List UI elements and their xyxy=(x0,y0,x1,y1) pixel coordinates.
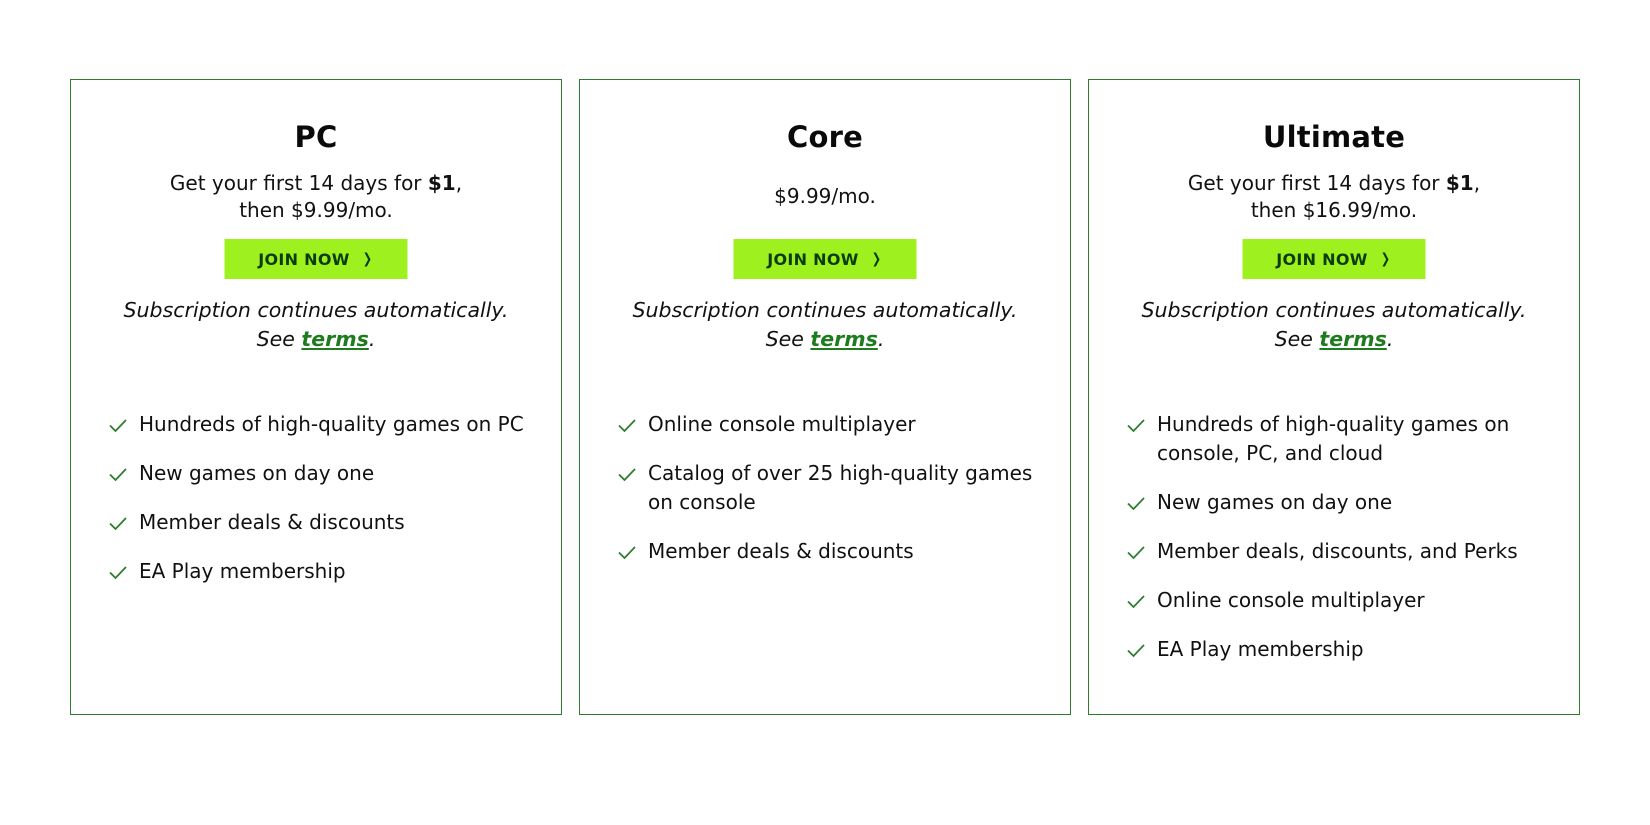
price-text: Get your first 14 days for xyxy=(169,171,428,195)
check-icon xyxy=(616,463,638,485)
note-line xyxy=(1099,325,1569,354)
feature-text: Member deals, discounts, and Perks xyxy=(1157,539,1518,563)
check-icon xyxy=(616,541,638,563)
subscription-note xyxy=(1099,296,1569,354)
feature-list xyxy=(107,410,541,606)
feature-text: Catalog of over 25 high-quality games on console xyxy=(648,461,1033,514)
join-now-label: JOIN NOW xyxy=(1276,249,1368,269)
note-line xyxy=(81,325,551,354)
price-text: Get your first 14 days for xyxy=(1187,171,1446,195)
join-now-button[interactable] xyxy=(1243,239,1426,279)
chevron-right-icon: ❯ xyxy=(362,251,373,267)
plan-title: Core xyxy=(787,120,863,154)
note-end: . xyxy=(877,327,885,351)
note-end: . xyxy=(1386,327,1394,351)
check-icon xyxy=(107,414,129,436)
plans-container xyxy=(70,79,1580,715)
check-icon xyxy=(1125,639,1147,661)
plan-title: Ultimate xyxy=(1262,120,1406,154)
feature-item xyxy=(1125,410,1559,468)
note-see: See xyxy=(765,327,811,351)
feature-item xyxy=(107,508,541,537)
feature-item xyxy=(1125,586,1559,615)
check-icon xyxy=(1125,492,1147,514)
check-icon xyxy=(107,463,129,485)
price-text: then $9.99/mo. xyxy=(239,198,393,222)
chevron-right-icon: ❯ xyxy=(1380,251,1391,267)
feature-item xyxy=(616,410,1050,439)
join-now-label: JOIN NOW xyxy=(258,249,350,269)
plan-card-pc xyxy=(70,79,562,715)
price-line xyxy=(91,197,541,224)
feature-item xyxy=(107,459,541,488)
feature-item xyxy=(1125,635,1559,664)
feature-item xyxy=(616,537,1050,566)
note-see: See xyxy=(1274,327,1320,351)
price-text: $9.99/mo. xyxy=(774,184,876,208)
feature-item xyxy=(107,410,541,439)
note-see: See xyxy=(256,327,302,351)
feature-list xyxy=(616,410,1050,586)
price-line xyxy=(1109,170,1559,197)
plan-card-ultimate xyxy=(1088,79,1580,715)
join-now-button[interactable] xyxy=(225,239,408,279)
check-icon xyxy=(1125,541,1147,563)
plan-title: PC xyxy=(294,120,338,154)
feature-list xyxy=(1125,410,1559,684)
price-line xyxy=(1109,197,1559,224)
price-highlight: $1 xyxy=(427,171,456,195)
price-line xyxy=(600,183,1050,210)
feature-item xyxy=(616,459,1050,517)
check-icon xyxy=(107,561,129,583)
price-text: , xyxy=(455,171,463,195)
feature-item xyxy=(1125,488,1559,517)
plan-price xyxy=(1109,170,1559,224)
chevron-right-icon: ❯ xyxy=(871,251,882,267)
price-text: then $16.99/mo. xyxy=(1250,198,1418,222)
note-end: . xyxy=(368,327,376,351)
check-icon xyxy=(616,414,638,436)
note-line: Subscription continues automatically. xyxy=(123,298,509,322)
note-line xyxy=(590,325,1060,354)
check-icon xyxy=(1125,590,1147,612)
feature-text: EA Play membership xyxy=(1157,637,1364,661)
join-now-label: JOIN NOW xyxy=(767,249,859,269)
subscription-note xyxy=(81,296,551,354)
check-icon xyxy=(1125,414,1147,436)
terms-link[interactable]: terms xyxy=(301,327,369,351)
feature-text: New games on day one xyxy=(1157,490,1393,514)
subscription-note xyxy=(590,296,1060,354)
terms-link[interactable]: terms xyxy=(810,327,878,351)
feature-item xyxy=(107,557,541,586)
price-highlight: $1 xyxy=(1445,171,1474,195)
terms-link[interactable]: terms xyxy=(1319,327,1387,351)
feature-text: Online console multiplayer xyxy=(1157,588,1425,612)
plan-price xyxy=(600,183,1050,210)
feature-text: EA Play membership xyxy=(139,559,346,583)
feature-text: Member deals & discounts xyxy=(648,539,914,563)
price-text: , xyxy=(1473,171,1481,195)
plan-price xyxy=(91,170,541,224)
plan-card-core xyxy=(579,79,1071,715)
note-line: Subscription continues automatically. xyxy=(632,298,1018,322)
feature-text: Member deals & discounts xyxy=(139,510,405,534)
feature-text: Hundreds of high-quality games on PC xyxy=(139,412,524,436)
feature-text: New games on day one xyxy=(139,461,375,485)
feature-text: Hundreds of high-quality games on console, PC, and cloud xyxy=(1157,412,1510,465)
price-line xyxy=(91,170,541,197)
note-line: Subscription continues automatically. xyxy=(1141,298,1527,322)
feature-text: Online console multiplayer xyxy=(648,412,916,436)
join-now-button[interactable] xyxy=(734,239,917,279)
feature-item xyxy=(1125,537,1559,566)
check-icon xyxy=(107,512,129,534)
